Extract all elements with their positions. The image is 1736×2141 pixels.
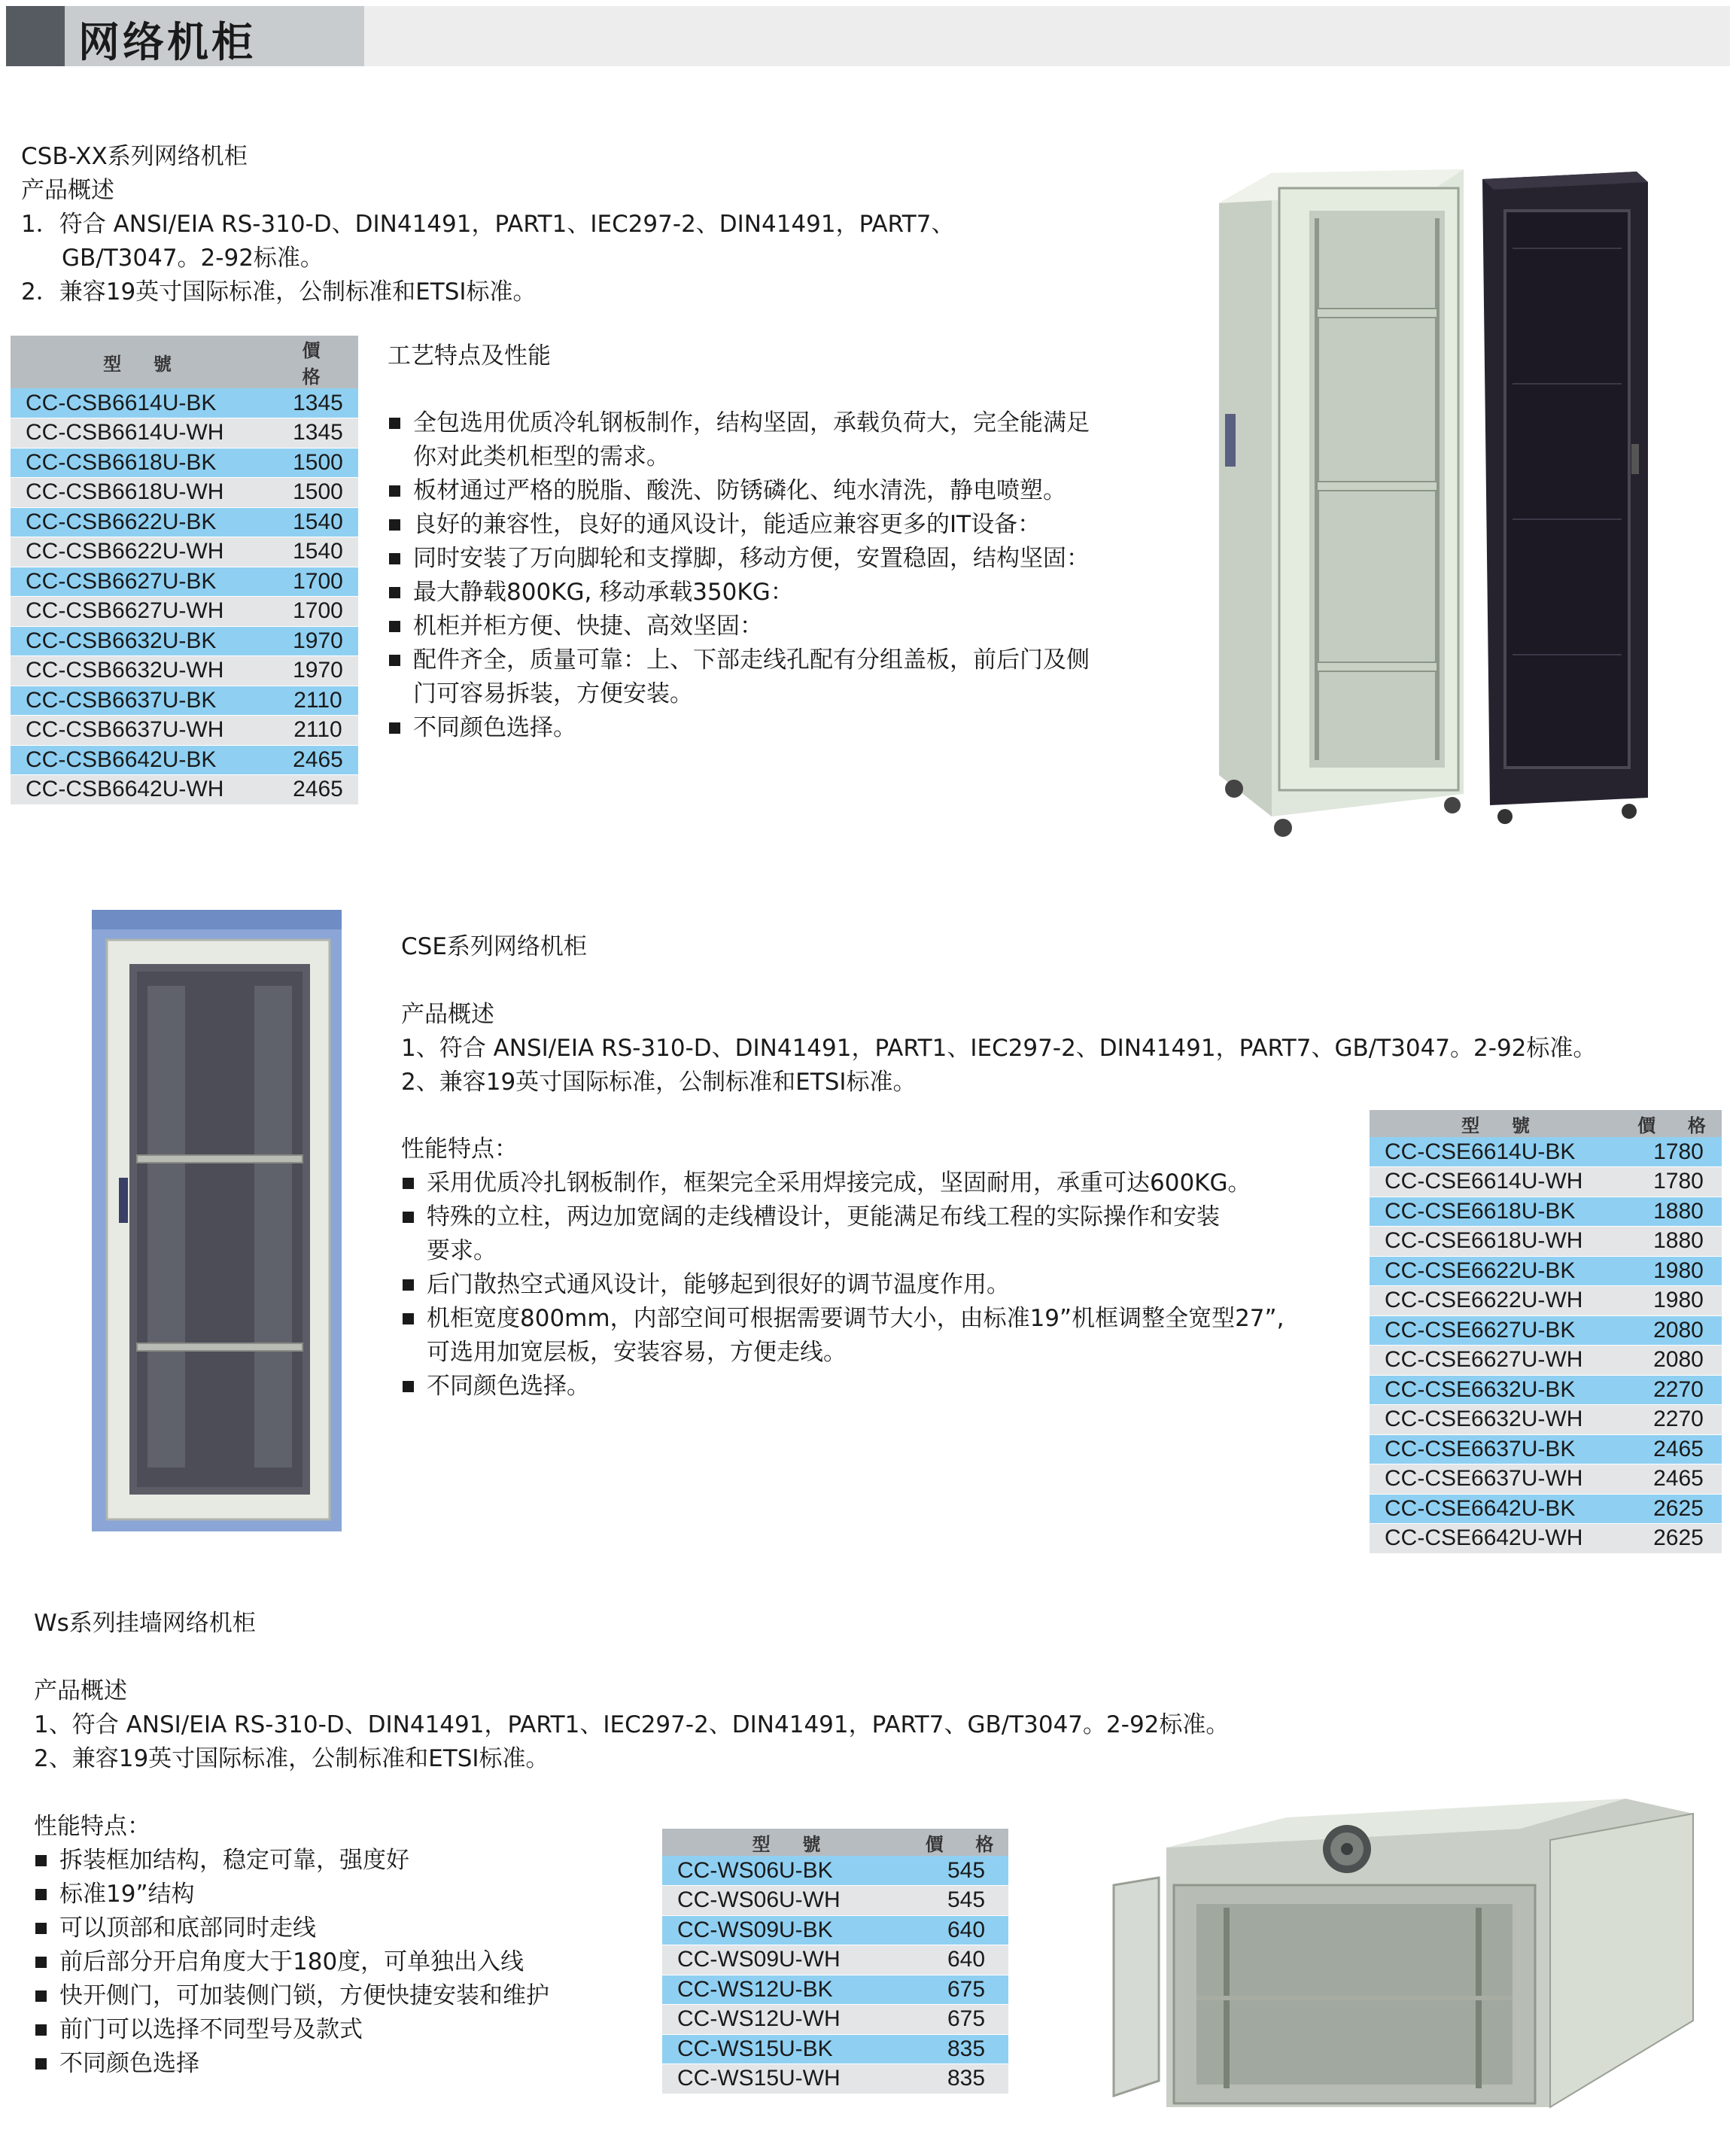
table-row xyxy=(1370,1227,1722,1257)
price-cell: 2465 xyxy=(278,745,358,775)
bullet-square-icon xyxy=(389,587,400,598)
feature-item xyxy=(388,643,1090,711)
bullet-square-icon xyxy=(389,519,400,531)
model-cell: CC-CSE6614U-WH xyxy=(1370,1167,1635,1197)
price-cell: 640 xyxy=(924,1945,1008,1975)
price-cell: 1500 xyxy=(278,448,358,478)
bullet-square-icon xyxy=(35,1855,47,1866)
feature-item xyxy=(401,1302,1284,1370)
table-row xyxy=(11,507,358,537)
model-cell: CC-WS09U-BK xyxy=(662,1915,924,1945)
model-cell: CC-CSB6642U-BK xyxy=(11,745,278,775)
feature-item xyxy=(388,508,1090,542)
model-cell: CC-CSE6642U-WH xyxy=(1370,1524,1635,1554)
bullet-square-icon xyxy=(403,1381,414,1392)
price-cell: 2270 xyxy=(1635,1375,1722,1405)
table-header-price: 價 格 xyxy=(278,336,358,388)
feature-text: 不同颜色选择。 xyxy=(427,1373,590,1400)
model-cell: CC-CSE6637U-BK xyxy=(1370,1434,1635,1464)
ws-series-title: Ws系列挂墙网络机柜 xyxy=(34,1610,256,1637)
price-cell: 1345 xyxy=(278,418,358,449)
feature-item xyxy=(401,1370,1284,1404)
ws-price-table xyxy=(662,1829,1008,2094)
csb-overview-label: 产品概述 xyxy=(21,177,114,204)
cse-price-table xyxy=(1370,1110,1722,1554)
feature-text-continued: 可选用加宽层板，安装容易，方便走线。 xyxy=(427,1339,847,1366)
price-cell: 1880 xyxy=(1635,1227,1722,1257)
feature-item xyxy=(34,1979,549,2013)
table-header-model: 型 號 xyxy=(662,1829,924,1856)
table-row xyxy=(1370,1346,1722,1376)
model-cell: CC-WS15U-WH xyxy=(662,2064,924,2094)
feature-text: 良好的兼容性，良好的通风设计，能适应兼容更多的IT设备： xyxy=(413,511,1041,538)
model-cell: CC-WS15U-BK xyxy=(662,2034,924,2064)
cse-feature-list xyxy=(401,1166,1284,1404)
table-row xyxy=(1370,1434,1722,1464)
table-row xyxy=(662,1886,1008,1916)
table-row xyxy=(11,626,358,656)
csb-features-title: 工艺特点及性能 xyxy=(388,342,551,370)
price-cell: 2270 xyxy=(1635,1405,1722,1435)
table-row xyxy=(1370,1137,1722,1167)
ws-cabinet-photo xyxy=(1099,1795,1701,2111)
feature-text: 标准19”结构 xyxy=(59,1881,195,1908)
feature-text: 机柜并柜方便、快捷、高效坚固： xyxy=(413,613,763,640)
table-row xyxy=(662,2064,1008,2094)
feature-text-continued: 你对此类机柜型的需求。 xyxy=(413,443,670,470)
price-cell: 1970 xyxy=(278,626,358,656)
feature-item xyxy=(401,1166,1284,1200)
feature-text: 最大静载800KG, 移动承载350KG： xyxy=(413,579,794,606)
table-row xyxy=(1370,1494,1722,1524)
feature-text: 拆装框加结构，稳定可靠，强度好 xyxy=(59,1847,409,1874)
price-cell: 1780 xyxy=(1635,1137,1722,1167)
price-cell: 1880 xyxy=(1635,1197,1722,1227)
model-cell: CC-CSB6622U-WH xyxy=(11,537,278,567)
feature-text: 不同颜色选择 xyxy=(59,2050,199,2077)
feature-item xyxy=(388,576,1090,610)
feature-text: 特殊的立柱，两边加宽阔的走线槽设计，更能满足布线工程的实际操作和安装 xyxy=(427,1203,1220,1230)
price-cell: 1980 xyxy=(1635,1256,1722,1286)
model-cell: CC-CSB6622U-BK xyxy=(11,507,278,537)
price-cell: 2625 xyxy=(1635,1494,1722,1524)
price-cell: 2080 xyxy=(1635,1315,1722,1346)
feature-text-continued: 要求。 xyxy=(427,1237,497,1264)
price-cell: 1540 xyxy=(278,537,358,567)
feature-text: 快开侧门，可加装侧门锁，方便快捷安装和维护 xyxy=(59,1982,549,2009)
feature-item xyxy=(388,474,1090,508)
price-cell: 2465 xyxy=(278,775,358,805)
bullet-square-icon xyxy=(403,1279,414,1291)
table-row xyxy=(662,1975,1008,2005)
ws-overview-label: 产品概述 xyxy=(34,1677,127,1705)
ws-overview-2: 2、兼容19英寸国际标准，公制标准和ETSI标准。 xyxy=(34,1745,549,1772)
csb-price-table xyxy=(11,336,358,805)
feature-text: 不同颜色选择。 xyxy=(413,714,576,741)
feature-item xyxy=(388,610,1090,643)
model-cell: CC-CSE6622U-WH xyxy=(1370,1286,1635,1316)
table-row xyxy=(1370,1197,1722,1227)
feature-text: 机柜宽度800mm，内部空间可根据需要调节大小，由标准19”机框调整全宽型27”, xyxy=(427,1305,1285,1332)
model-cell: CC-CSE6618U-BK xyxy=(1370,1197,1635,1227)
feature-text: 同时安装了万向脚轮和支撑脚，移动方便，安置稳固，结构坚固： xyxy=(413,545,1090,572)
table-row xyxy=(11,537,358,567)
price-cell: 1540 xyxy=(278,507,358,537)
price-cell: 675 xyxy=(924,2005,1008,2035)
table-row xyxy=(11,567,358,597)
model-cell: CC-CSB6637U-WH xyxy=(11,716,278,746)
model-cell: CC-CSE6627U-WH xyxy=(1370,1346,1635,1376)
model-cell: CC-CSE6618U-WH xyxy=(1370,1227,1635,1257)
model-cell: CC-CSE6632U-BK xyxy=(1370,1375,1635,1405)
table-row xyxy=(662,1945,1008,1975)
price-cell: 2110 xyxy=(278,716,358,746)
model-cell: CC-CSE6622U-BK xyxy=(1370,1256,1635,1286)
table-row xyxy=(11,775,358,805)
price-cell: 835 xyxy=(924,2034,1008,2064)
price-cell: 675 xyxy=(924,1975,1008,2005)
bullet-square-icon xyxy=(35,1923,47,1934)
price-cell: 2625 xyxy=(1635,1524,1722,1554)
model-cell: CC-WS12U-WH xyxy=(662,2005,924,2035)
feature-text: 前门可以选择不同型号及款式 xyxy=(59,2016,363,2043)
feature-text: 配件齐全，质量可靠：上、下部走线孔配有分组盖板，前后门及侧 xyxy=(413,646,1090,674)
table-row xyxy=(1370,1256,1722,1286)
model-cell: CC-CSE6632U-WH xyxy=(1370,1405,1635,1435)
title-accent-block xyxy=(6,6,65,66)
model-cell: CC-CSB6618U-WH xyxy=(11,478,278,508)
feature-text: 采用优质冷扎钢板制作，框架完全采用焊接完成，坚固耐用，承重可达600KG。 xyxy=(427,1169,1251,1197)
bullet-square-icon xyxy=(35,1957,47,1968)
ws-overview-1: 1、符合 ANSI/EIA RS-310-D、DIN41491，PART1、IEC297-2、DIN41491，PART7、GB/T3047。2-92标准。 xyxy=(34,1711,1230,1738)
feature-item xyxy=(388,406,1090,474)
cse-overview-label: 产品概述 xyxy=(401,1001,494,1028)
model-cell: CC-CSB6632U-WH xyxy=(11,656,278,686)
csb-overview-1b: GB/T3047。2-92标准。 xyxy=(62,245,324,272)
table-row xyxy=(11,478,358,508)
feature-item xyxy=(34,1844,549,1878)
table-row xyxy=(11,448,358,478)
model-cell: CC-WS12U-BK xyxy=(662,1975,924,2005)
cse-series-title: CSE系列网络机柜 xyxy=(401,933,587,960)
bullet-square-icon xyxy=(403,1313,414,1324)
model-cell: CC-CSE6637U-WH xyxy=(1370,1464,1635,1495)
price-cell: 1700 xyxy=(278,567,358,597)
bullet-square-icon xyxy=(389,485,400,497)
model-cell: CC-WS09U-WH xyxy=(662,1945,924,1975)
cse-overview-2: 2、兼容19英寸国际标准，公制标准和ETSI标准。 xyxy=(401,1069,917,1096)
csb-series-title: CSB-XX系列网络机柜 xyxy=(21,143,248,170)
bullet-square-icon xyxy=(389,418,400,429)
cse-features-title: 性能特点： xyxy=(401,1136,518,1163)
feature-text: 板材通过严格的脱脂、酸洗、防锈磷化、纯水清洗，静电喷塑。 xyxy=(413,477,1066,504)
table-row xyxy=(1370,1464,1722,1495)
csb-feature-list xyxy=(388,406,1090,745)
feature-item xyxy=(34,1945,549,1979)
model-cell: CC-CSB6637U-BK xyxy=(11,686,278,716)
table-header-price: 價 格 xyxy=(1635,1110,1722,1137)
feature-text: 可以顶部和底部同时走线 xyxy=(59,1914,316,1942)
feature-item xyxy=(388,542,1090,576)
model-cell: CC-CSE6614U-BK xyxy=(1370,1137,1635,1167)
price-cell: 1500 xyxy=(278,478,358,508)
table-row xyxy=(1370,1167,1722,1197)
table-header-model: 型 號 xyxy=(1370,1110,1635,1137)
price-cell: 1700 xyxy=(278,597,358,627)
bullet-square-icon xyxy=(389,655,400,666)
price-cell: 2080 xyxy=(1635,1346,1722,1376)
price-cell: 2110 xyxy=(278,686,358,716)
table-header-price: 價 格 xyxy=(924,1829,1008,1856)
ws-feature-list xyxy=(34,1844,549,2081)
table-row xyxy=(1370,1315,1722,1346)
feature-text-continued: 门可容易拆装，方便安装。 xyxy=(413,680,693,707)
csb-overview-2: 2．兼容19英寸国际标准，公制标准和ETSI标准。 xyxy=(21,278,537,306)
bullet-square-icon xyxy=(389,553,400,564)
price-cell: 545 xyxy=(924,1886,1008,1916)
table-row xyxy=(11,716,358,746)
model-cell: CC-CSB6614U-WH xyxy=(11,418,278,449)
bullet-square-icon xyxy=(389,621,400,632)
feature-text: 全包选用优质冷轧钢板制作，结构坚固，承载负荷大，完全能满足 xyxy=(413,409,1090,436)
model-cell: CC-CSB6627U-BK xyxy=(11,567,278,597)
model-cell: CC-CSE6642U-BK xyxy=(1370,1494,1635,1524)
cse-cabinet-photo xyxy=(89,907,345,1535)
table-row xyxy=(1370,1375,1722,1405)
ws-features-title: 性能特点： xyxy=(34,1813,150,1840)
feature-text: 前后部分开启角度大于180度，可单独出入线 xyxy=(59,1948,524,1975)
title-bar-extension xyxy=(364,6,1730,66)
feature-item xyxy=(34,2047,549,2081)
feature-text: 后门散热空式通风设计，能够起到很好的调节温度作用。 xyxy=(427,1271,1010,1298)
model-cell: CC-CSB6632U-BK xyxy=(11,626,278,656)
table-row xyxy=(1370,1405,1722,1435)
csb-overview-1a: 1．符合 ANSI/EIA RS-310-D、DIN41491，PART1、IEC297-2、DIN41491，PART7、 xyxy=(21,211,955,238)
table-row xyxy=(11,656,358,686)
feature-item xyxy=(34,2013,549,2047)
feature-item xyxy=(401,1200,1284,1268)
table-row xyxy=(11,418,358,449)
table-header-model: 型 號 xyxy=(11,336,278,388)
bullet-square-icon xyxy=(35,1889,47,1900)
table-row xyxy=(1370,1286,1722,1316)
cse-overview-1: 1、符合 ANSI/EIA RS-310-D、DIN41491，PART1、IEC297-2、DIN41491，PART7、GB/T3047。2-92标准。 xyxy=(401,1035,1597,1062)
model-cell: CC-CSB6614U-BK xyxy=(11,388,278,418)
price-cell: 835 xyxy=(924,2064,1008,2094)
feature-item xyxy=(34,1878,549,1911)
table-row xyxy=(11,745,358,775)
bullet-square-icon xyxy=(35,2058,47,2070)
table-row xyxy=(1370,1524,1722,1554)
price-cell: 2465 xyxy=(1635,1434,1722,1464)
model-cell: CC-CSB6618U-BK xyxy=(11,448,278,478)
table-row xyxy=(662,2005,1008,2035)
bullet-square-icon xyxy=(35,2024,47,2036)
bullet-square-icon xyxy=(389,722,400,734)
bullet-square-icon xyxy=(403,1178,414,1189)
price-cell: 545 xyxy=(924,1856,1008,1886)
table-row xyxy=(662,2034,1008,2064)
price-cell: 1780 xyxy=(1635,1167,1722,1197)
table-row xyxy=(11,597,358,627)
table-row xyxy=(662,1856,1008,1886)
model-cell: CC-CSB6642U-WH xyxy=(11,775,278,805)
csb-cabinets-photo xyxy=(1204,158,1655,843)
price-cell: 1970 xyxy=(278,656,358,686)
table-row xyxy=(662,1915,1008,1945)
bullet-square-icon xyxy=(403,1212,414,1223)
model-cell: CC-CSE6627U-BK xyxy=(1370,1315,1635,1346)
bullet-square-icon xyxy=(35,1990,47,2002)
price-cell: 2465 xyxy=(1635,1464,1722,1495)
feature-item xyxy=(401,1268,1284,1302)
feature-item xyxy=(34,1911,549,1945)
model-cell: CC-WS06U-BK xyxy=(662,1856,924,1886)
table-row xyxy=(11,686,358,716)
model-cell: CC-CSB6627U-WH xyxy=(11,597,278,627)
feature-item xyxy=(388,711,1090,745)
price-cell: 1980 xyxy=(1635,1286,1722,1316)
table-row xyxy=(11,388,358,418)
page-title: 网络机柜 xyxy=(78,18,257,66)
model-cell: CC-WS06U-WH xyxy=(662,1886,924,1916)
price-cell: 640 xyxy=(924,1915,1008,1945)
price-cell: 1345 xyxy=(278,388,358,418)
